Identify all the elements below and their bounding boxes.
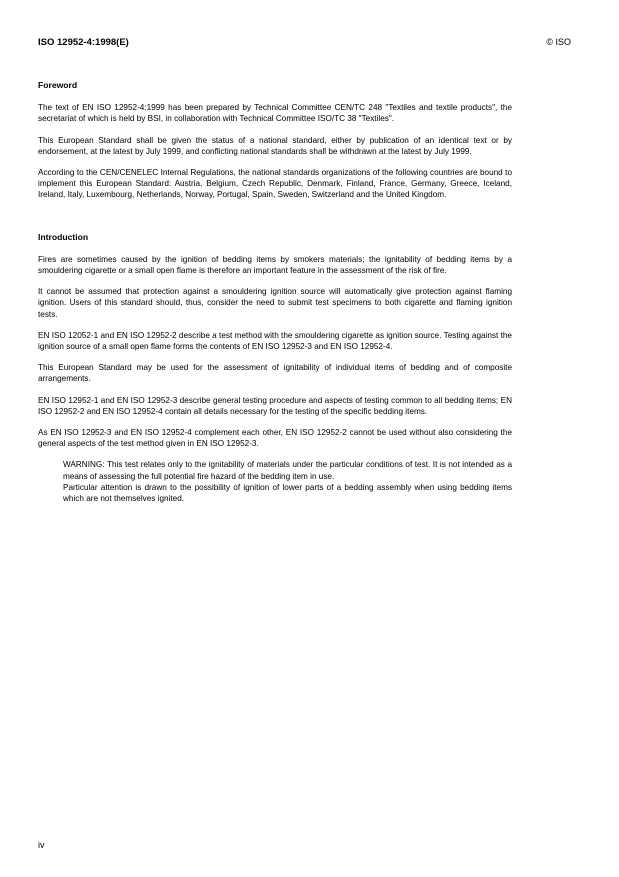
warning-note: [63, 459, 512, 504]
warning-text: WARNING: This test relates only to the ignitability of materials under the particular conditions of test. It is not intended as a means of assessing the full potential fire hazard of the bedding item in use.: [63, 460, 512, 481]
introduction-paragraph: Fires are sometimes caused by the ignition of bedding items by smokers materials; the ignitability of bedding items by a smouldering cigarette or a small open flame is therefore an important feature in the assessment of the risk of fire.: [38, 254, 512, 276]
foreword-paragraph: This European Standard shall be given the status of a national standard, either by publication of an identical text or by endorsement, at the latest by July 1999, and conflicting national standards shall be withdrawn at the latest by July 1999.: [38, 135, 512, 156]
introduction-paragraph: EN ISO 12952-1 and EN ISO 12952-3 describe general testing procedure and aspects of testing common to all bedding items; EN ISO 12952-2 and EN ISO 12952-4 contain all details necessary for the testing of the specific bedding items.: [38, 395, 512, 416]
introduction-paragraph: As EN ISO 12952-3 and EN ISO 12952-4 complement each other, EN ISO 12952-2 cannot be used without also considering the general aspects of the test method given in EN ISO 12952-3.: [38, 428, 512, 449]
page-number: iv: [38, 840, 45, 850]
foreword-heading: Foreword: [38, 80, 78, 90]
section-spacer: [38, 211, 512, 232]
foreword-paragraph: The text of EN ISO 12952-4:1999 has been prepared by Technical Committee CEN/TC 248 "Textiles and textile products", the secretariat of which is held by BSI, in collaboration with Technical Committee ISO/TC 38 "Textiles".: [38, 103, 512, 124]
document-body: [38, 80, 512, 504]
foreword-paragraph: According to the CEN/CENELEC Internal Regulations, the national standards organizations of the following countries are bound to implement this European Standard: Austria, Belgium, Czech Republic, Denmark, Finland, France, Germany, Greece, Iceland, Ireland, Italy, Luxembourg, Netherlands, Norway, Portugal, Spain, Sweden, Switzerland and the United Kingdom.: [38, 168, 512, 200]
introduction-paragraph: This European Standard may be used for the assessment of ignitability of individual items of bedding and of composite arrangements.: [38, 363, 512, 384]
warning-text: Particular attention is drawn to the possibility of ignition of lower parts of a bedding assembly when using bedding items which are not themselves ignited.: [63, 482, 512, 504]
page-header: [38, 37, 571, 51]
introduction-paragraph: It cannot be assumed that protection against a smouldering ignition source will automatically give protection against flaming ignition. Users of this standard should, thus, consider the need to submit test specimens to both cigarette and flaming ignition tests.: [38, 287, 512, 319]
document-id: ISO 12952-4:1998(E): [38, 37, 129, 48]
introduction-paragraph: EN ISO 12052-1 and EN ISO 12952-2 describe a test method with the smouldering cigarette as ignition source. Testing against the ignition source of a small open flame forms the contents of EN ISO 12952-3 and EN ISO 12952-4.: [38, 330, 512, 352]
copyright-notice: © ISO: [546, 37, 571, 47]
introduction-heading: Introduction: [38, 231, 89, 242]
